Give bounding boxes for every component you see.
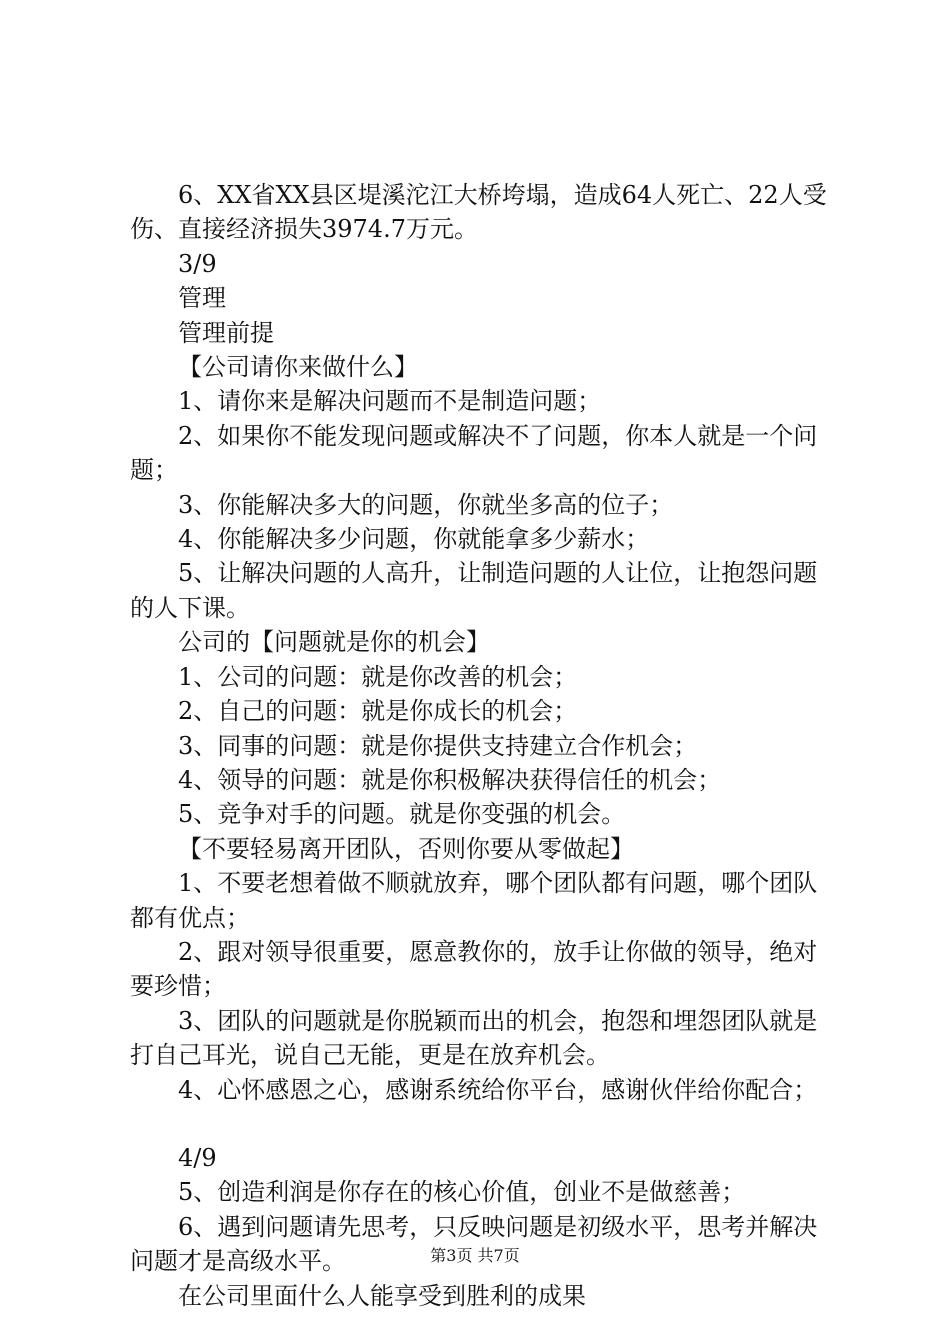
document-body <box>130 178 830 1313</box>
list-item: 3、同事的问题：就是你提供支持建立合作机会； <box>178 731 698 760</box>
list-item: 4、你能解决多少问题，你就能拿多少薪水； <box>178 525 650 554</box>
list-item: 1、公司的问题：就是你改善的机会； <box>178 662 578 691</box>
list-item: 1、不要老想着做不顺就放弃，哪个团队都有问题，哪个团队都有优点； <box>130 869 818 932</box>
heading-problems-are-opportunities: 公司的【问题就是你的机会】 <box>178 628 490 657</box>
list-item: 3、团队的问题就是你脱颖而出的机会，抱怨和埋怨团队就是打自己耳光，说自己无能，更是在放弃机会。 <box>130 1006 818 1070</box>
list-item: 6、遇到问题请先思考，只反映问题是初级水平，思考并解决问题才是高级水平。 <box>130 1212 818 1276</box>
heading-management-premise: 管理前提 <box>178 318 274 347</box>
list-item: 3、你能解决多大的问题，你就坐多高的位子； <box>178 490 674 519</box>
page-marker-3-of-9: 3/9 <box>178 249 217 278</box>
list-item: 5、竞争对手的问题。就是你变强的机会。 <box>178 800 626 829</box>
heading-dont-leave-team: 【不要轻易离开团队，否则你要从零做起】 <box>178 834 634 863</box>
heading-why-company-hires-you: 【公司请你来做什么】 <box>178 353 418 382</box>
list-item: 2、跟对领导很重要，愿意教你的，放手让你做的领导，绝对要珍惜； <box>130 937 818 1001</box>
list-item: 4、心怀感恩之心，感谢系统给你平台，感谢伙伴给你配合； <box>178 1075 818 1104</box>
paragraph-who-enjoys-success: 在公司里面什么人能享受到胜利的成果 <box>178 1281 586 1310</box>
paragraph-bridge-collapse: 6、XX省XX县区堤溪沱江大桥垮塌，造成64人死亡、22人受伤、直接经济损失3974.7万元。 <box>130 181 827 244</box>
heading-management: 管理 <box>178 284 226 313</box>
list-item: 1、请你来是解决问题而不是制造问题； <box>178 387 602 416</box>
list-item: 5、让解决问题的人高升，让制造问题的人让位，让抱怨问题的人下课。 <box>130 559 818 622</box>
list-item: 4、领导的问题：就是你积极解决获得信任的机会； <box>178 765 722 794</box>
page-footer: 第3页 共7页 <box>430 1246 520 1265</box>
list-item: 2、自己的问题：就是你成长的机会； <box>178 697 578 726</box>
page-marker-4-of-9: 4/9 <box>178 1143 217 1172</box>
list-item: 2、如果你不能发现问题或解决不了问题，你本人就是一个问题； <box>130 421 818 485</box>
list-item: 5、创造利润是你存在的核心价值，创业不是做慈善； <box>178 1178 746 1207</box>
